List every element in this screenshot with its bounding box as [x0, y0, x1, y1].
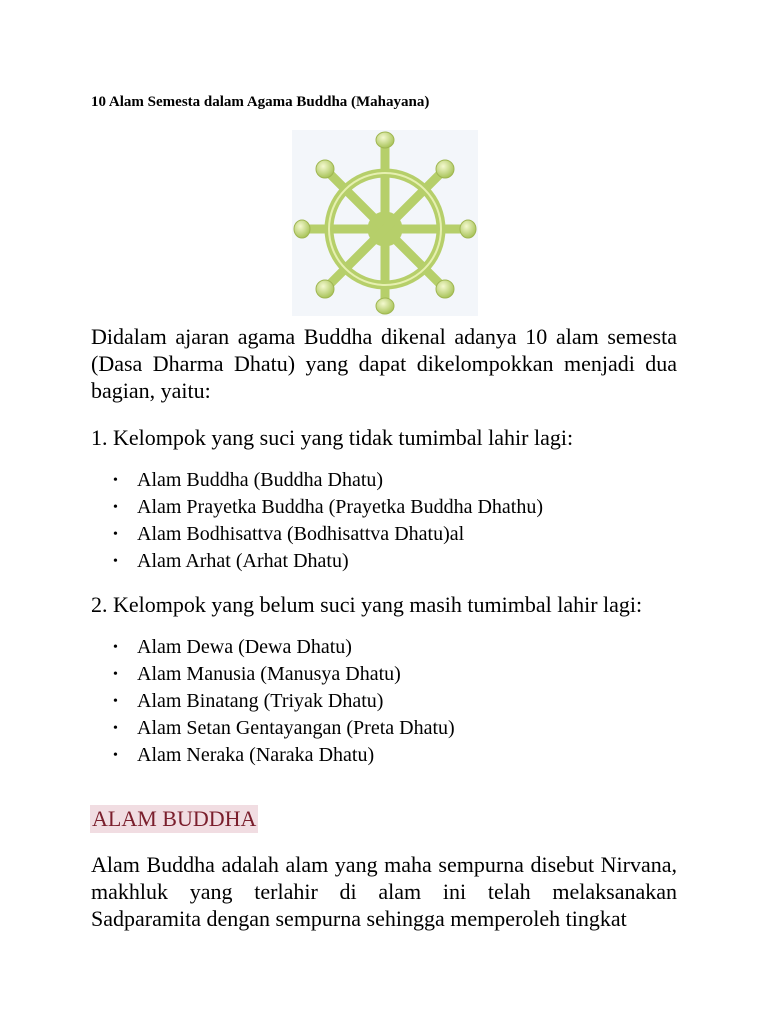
group2-heading: 2. Kelompok yang belum suci yang masih tumimbal lahir lagi:: [91, 592, 643, 617]
bullet-icon: •: [113, 721, 118, 736]
group2-list: [91, 634, 455, 769]
dharma-wheel-icon: [292, 130, 478, 316]
group1-list: [91, 467, 543, 575]
list-item: • Alam Binatang (Triyak Dhatu): [91, 688, 455, 715]
bullet-icon: •: [113, 554, 118, 569]
bullet-icon: •: [113, 694, 118, 709]
list-item: • Alam Neraka (Naraka Dhatu): [91, 742, 455, 769]
document-title: 10 Alam Semesta dalam Agama Buddha (Mahayana): [91, 94, 430, 110]
bullet-icon: •: [113, 748, 118, 763]
bullet-icon: •: [113, 527, 118, 542]
bullet-icon: •: [113, 667, 118, 682]
list-item: • Alam Dewa (Dewa Dhatu): [91, 634, 455, 661]
list-item: • Alam Buddha (Buddha Dhatu): [91, 467, 543, 494]
list-item: • Alam Manusia (Manusya Dhatu): [91, 661, 455, 688]
section-paragraph: Alam Buddha adalah alam yang maha sempurna disebut Nirvana, makhluk yang terlahir di alam ini telah melaksanakan Sadparamita dengan sempurna sehingga memperoleh tingkat: [91, 852, 677, 931]
section-heading: ALAM BUDDHA: [92, 806, 257, 831]
list-item: • Alam Prayetka Buddha (Prayetka Buddha Dhathu): [91, 494, 543, 521]
list-item: • Alam Bodhisattva (Bodhisattva Dhatu)al: [91, 521, 543, 548]
group1-heading: 1. Kelompok yang suci yang tidak tumimbal lahir lagi:: [91, 425, 574, 450]
bullet-icon: •: [113, 640, 118, 655]
list-item: • Alam Arhat (Arhat Dhatu): [91, 548, 543, 575]
bullet-icon: •: [113, 500, 118, 515]
bullet-icon: •: [113, 473, 118, 488]
intro-paragraph: Didalam ajaran agama Buddha dikenal adanya 10 alam semesta (Dasa Dharma Dhatu) yang dapat dikelompokkan menjadi dua bagian, yaitu:: [91, 324, 677, 403]
list-item: • Alam Setan Gentayangan (Preta Dhatu): [91, 715, 455, 742]
